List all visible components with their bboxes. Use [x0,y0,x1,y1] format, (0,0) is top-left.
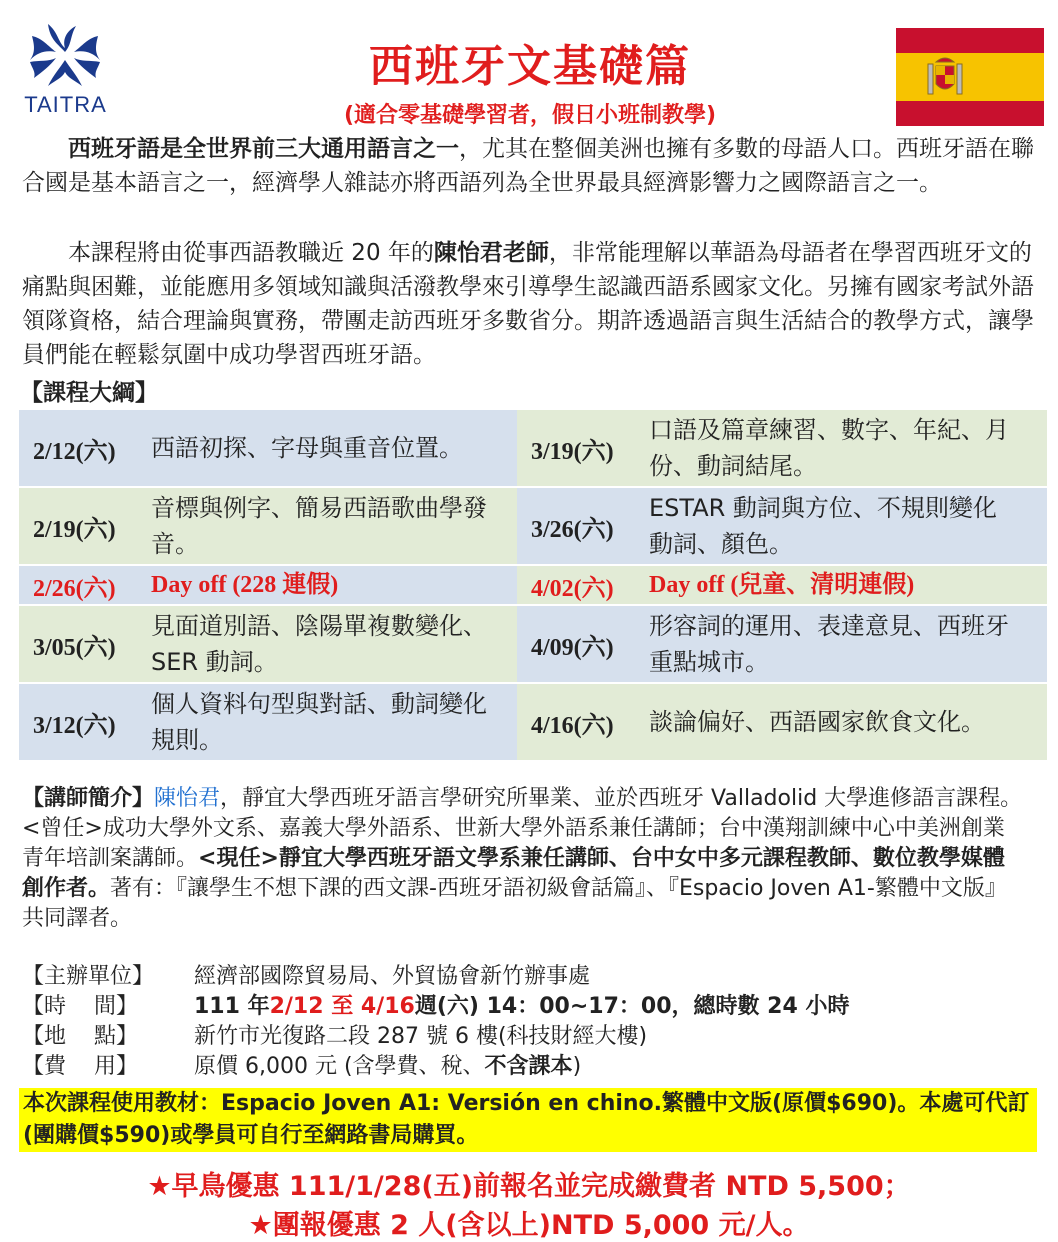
session-date: 4/09(六) [531,634,614,661]
session-date: 3/12(六) [33,712,116,739]
session-topic: 形容詞的運用、表達意見、西班牙重點城市。 [649,612,1009,676]
course-info [22,962,849,1082]
info-dates: 2/12 至 4/16 [269,994,415,1019]
teacher-current-role: <現任>靜宜大學西班牙語文學系兼任講師、台中女中多元課程教師、數位教學媒體創作者。 [22,846,1005,901]
session-topic: 見面道別語、陰陽單複數變化、SER 動詞。 [151,612,487,676]
teacher-text: 著有：『讓學生不想下課的西文課-西班牙語初級會話篇』、『Espacio Joven A1-繁體中文版』共同譯者。 [22,876,1007,931]
session-topic: 談論偏好、西語國家飲食文化。 [649,708,985,736]
session-date: 2/26(六) [33,575,116,602]
info-place [22,1022,849,1052]
session-topic: ESTAR 動詞與方位、不規則變化動詞、顏色。 [649,494,997,558]
page-subtitle: (適合零基礎學習者，假日小班制教學) [343,103,717,128]
info-fee [22,1052,849,1082]
material-notice: 本次課程使用教材：Espacio Joven A1: Versión en chino.繁體中文版(原價$690)。本處可代訂(團購價$590)或學員可自行至網路書局購買。 [19,1088,1037,1152]
session-topic: Day off (兒童、清明連假) [649,572,915,598]
intro-paragraph-2 [22,236,1037,372]
syllabus-cell [517,606,1047,684]
session-date: 2/19(六) [33,516,116,543]
session-date: 3/19(六) [531,438,614,465]
info-value-bold: 不含課本 [484,1054,573,1079]
session-date: 3/05(六) [33,634,116,661]
syllabus-cell-dayoff [517,566,1047,606]
info-value: 原價 6,000 元 (含學費、稅、 [194,1054,485,1079]
syllabus-cell [517,410,1047,488]
session-topic: Day off (228 連假) [151,572,339,598]
session-date: 4/16(六) [531,712,614,739]
info-label: 【主辦單位】 [22,964,155,989]
page-title: 西班牙文基礎篇 [369,41,691,92]
info-time [22,992,849,1022]
session-topic: 音標與例字、簡易西語歌曲學發音。 [151,494,487,558]
teacher-bio [22,784,1024,934]
taitra-logo [18,22,113,122]
info-value: 111 年 [194,994,270,1019]
syllabus-cell [517,488,1047,566]
info-value: 週(六) 14：00~17：00，總時數 24 小時 [414,994,850,1019]
session-date: 2/12(六) [33,438,116,465]
info-label: 【費 用】 [22,1054,138,1079]
syllabus-heading: 【課程大綱】 [20,380,158,406]
session-topic: 西語初探、字母與重音位置。 [151,434,463,462]
info-label: 【地 點】 [22,1024,138,1049]
teacher-heading: 【講師簡介】 [22,786,155,811]
session-topic: 口語及篇章練習、數字、年紀、月份、動詞結尾。 [649,416,1009,480]
syllabus-table [19,410,1047,762]
info-value: ) [572,1054,582,1079]
info-value: 新竹市光復路二段 287 號 6 樓(科技財經大樓) [194,1024,648,1049]
spain-flag-icon [896,28,1044,126]
info-organizer [22,962,849,992]
syllabus-cell-dayoff [19,566,517,606]
syllabus-cell [19,410,517,488]
teacher-text: ，靜宜大學西班牙語言學研究所畢業、並於西班牙 Valladolid 大學進修語言課程。<曾任>成功大學外文系、嘉義大學外語系、世新大學外語系兼任講師；台中漢翔訓練中心中美洲創業青年培訓案講師。 [22,786,1023,871]
session-date: 3/26(六) [531,516,614,543]
logo-text: TAITRA [24,92,107,117]
intro-text: ，尤其在整個美洲也擁有多數的母語人口。西班牙語在聯合國是基本語言之一，經濟學人雜誌亦將西語列為全世界最具經濟影響力之國際語言之一。 [22,136,1034,196]
syllabus-cell [19,488,517,566]
teacher-name: 陳怡君 [154,786,221,811]
intro-paragraph-1 [22,132,1037,200]
intro-highlight: 西班牙語是全世界前三大通用語言之一 [68,136,459,162]
syllabus-cell [517,684,1047,762]
syllabus-cell [19,684,517,762]
teacher-name-bold: 陳怡君老師 [433,240,549,266]
syllabus-cell [19,606,517,684]
info-value: 經濟部國際貿易局、外貿協會新竹辦事處 [194,964,591,989]
promo-group: ★團報優惠 2 人(含以上)NTD 5,000 元/人。 [248,1210,810,1241]
info-label: 【時 間】 [22,994,138,1019]
session-topic: 個人資料句型與對話、動詞變化規則。 [151,690,487,754]
intro-text: 本課程將由從事西語教職近 20 年的 [68,240,434,266]
session-date: 4/02(六) [531,575,614,602]
taitra-logo-mark [18,22,113,90]
intro-text: ，非常能理解以華語為母語者在學習西班牙文的痛點與困難，並能應用多領域知識與活潑教學來引導學生認識西語系國家文化。另擁有國家考試外語領隊資格，結合理論與實務，帶團走訪西班牙多數省分。期許透過語言與生活結合的教學方式，讓學員們能在輕鬆氛圍中成功學習西班牙語。 [22,240,1034,368]
promo-early-bird: ★早鳥優惠 111/1/28(五)前報名並完成繳費者 NTD 5,500； [147,1171,911,1202]
